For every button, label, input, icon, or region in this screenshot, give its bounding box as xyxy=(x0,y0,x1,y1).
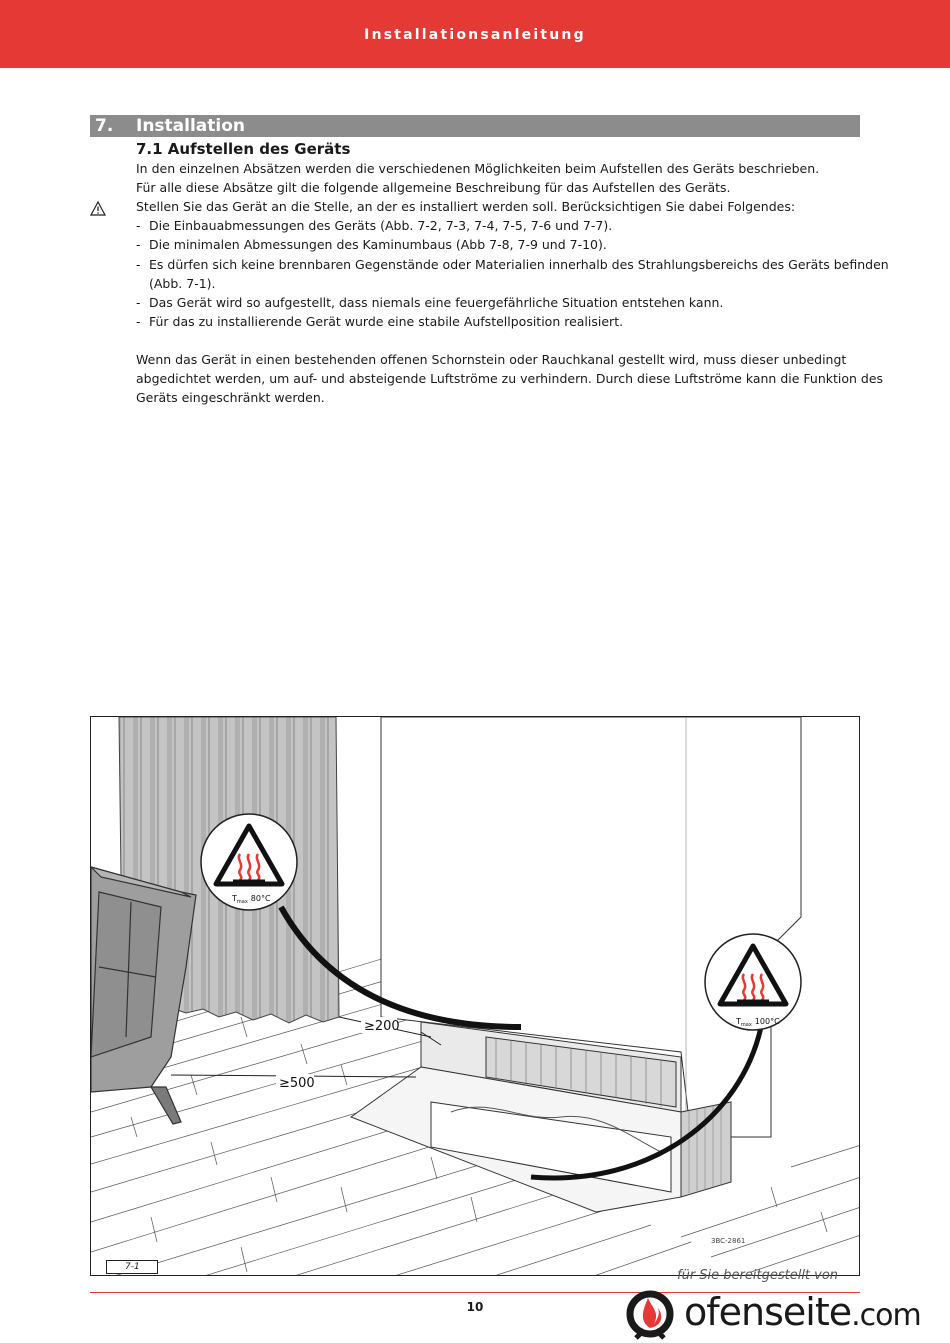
bullet-item-continued: (Abb. 7-1). xyxy=(149,276,216,291)
bullet-item: Das Gerät wird so aufgestellt, dass niemals eine feuergefährliche Situation entstehen kann. xyxy=(149,295,724,310)
hot-surface-icon xyxy=(201,814,297,910)
flame-logo-icon xyxy=(624,1280,680,1340)
bullet-dash: - xyxy=(136,237,141,252)
brand-name: ofenseite xyxy=(684,1290,852,1334)
intro-line: Für alle diese Absätze gilt die folgende allgemeine Beschreibung für das Aufstellen des Geräts. xyxy=(136,180,731,195)
brand-suffix: .com xyxy=(851,1298,921,1333)
warning-icon xyxy=(90,201,106,216)
temp-label-right: $T_{max}$ 100°C xyxy=(736,1017,780,1028)
bullet-item: Für das zu installierende Gerät wurde eine stabile Aufstellposition realisiert. xyxy=(149,314,624,329)
brand-logo-text xyxy=(684,1290,921,1334)
paragraph-line: Wenn das Gerät in einen bestehenden offenen Schornstein oder Rauchkanal gestellt wird, muss dieser unbedingt xyxy=(136,352,847,367)
installation-figure xyxy=(90,716,860,1276)
dimension-500: ≥500 xyxy=(279,1076,315,1091)
section-number: 7. xyxy=(95,116,114,136)
intro-line: Stellen Sie das Gerät an die Stelle, an der es installiert werden soll. Berücksichtigen Sie dabei Folgendes: xyxy=(136,199,796,214)
bullet-dash: - xyxy=(136,218,141,233)
bullet-item: Die minimalen Abmessungen des Kaminumbaus (Abb 7-8, 7-9 und 7-10). xyxy=(149,237,607,252)
provided-by-text: für Sie bereitgestellt von xyxy=(677,1268,839,1283)
armchair xyxy=(91,867,196,1124)
paragraph-line: Geräts eingeschränkt werden. xyxy=(136,390,325,405)
intro-line: In den einzelnen Absätzen werden die verschiedenen Möglichkeiten beim Aufstellen des Geräts beschrieben. xyxy=(136,161,820,176)
figure-label: 7-1 xyxy=(106,1260,158,1274)
paragraph-line: abgedichtet werden, um auf- und absteigende Luftströme zu verhindern. Durch diese Luftströme kann die Funktion des xyxy=(136,371,884,386)
header-bar xyxy=(0,0,950,68)
figure-code: 3BC-2861 xyxy=(711,1237,746,1245)
section-heading xyxy=(90,115,860,137)
bullet-item: Die Einbauabmessungen des Geräts (Abb. 7-2, 7-3, 7-4, 7-5, 7-6 und 7-7). xyxy=(149,218,613,233)
section-title: Installation xyxy=(136,116,246,136)
fireplace-illustration xyxy=(91,717,860,1276)
temp-label-left: $T_{max}$ 80°C xyxy=(232,894,271,905)
bullet-item: Es dürfen sich keine brennbaren Gegenstände oder Materialien innerhalb des Strahlungsbereichs des Geräts befinden xyxy=(149,257,889,272)
bullet-dash: - xyxy=(136,314,141,329)
bullet-dash: - xyxy=(136,257,141,272)
page-number: 10 xyxy=(466,1300,484,1314)
dimension-200: ≥200 xyxy=(364,1019,400,1034)
header-title: Installationsanleitung xyxy=(364,27,586,43)
bullet-dash: - xyxy=(136,295,141,310)
subsection-title: 7.1 Aufstellen des Geräts xyxy=(136,140,351,158)
hot-surface-icon xyxy=(705,934,801,1030)
